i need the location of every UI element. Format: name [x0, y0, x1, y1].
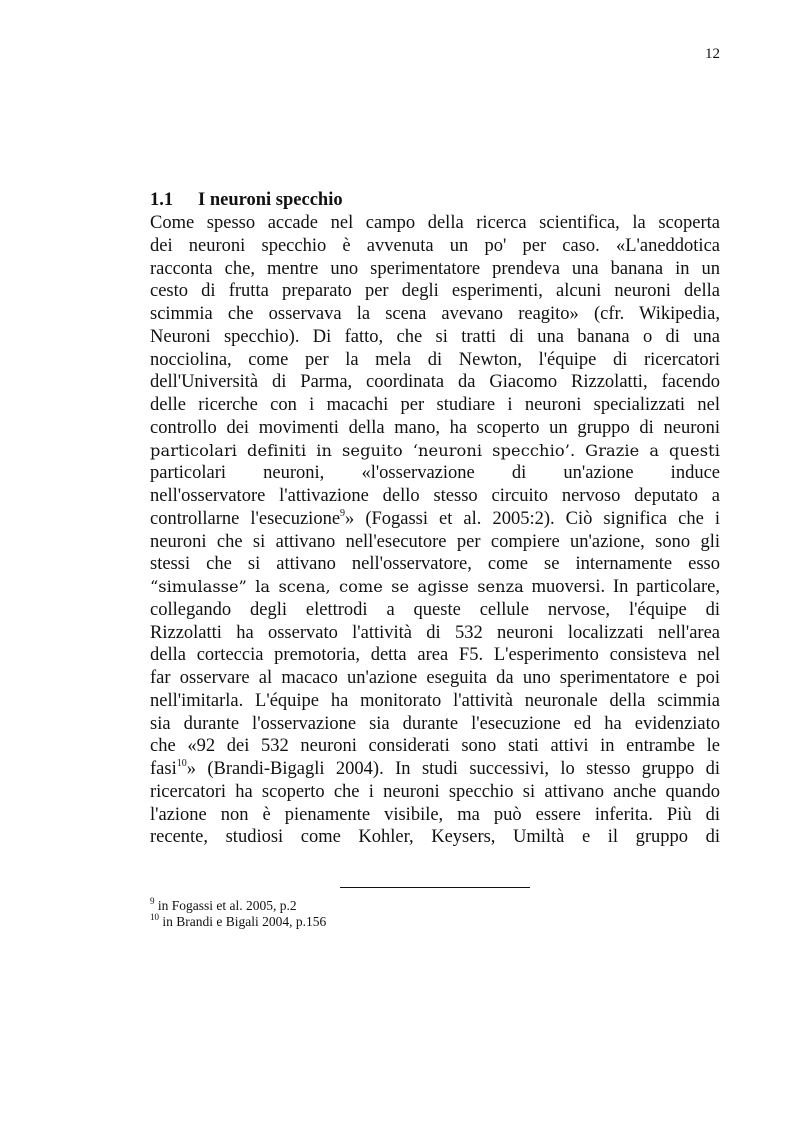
body-text	[150, 212, 720, 849]
line-fragment: » (Brandi-Bigagli 2004). In studi successivi, lo stesso gruppo di	[186, 759, 720, 779]
text-line: particolari neuroni, «l'osservazione di un'azione induce	[150, 463, 720, 484]
text-line: della corteccia premotoria, detta area F5. L'esperimento consisteva nel	[150, 645, 720, 666]
line-fragment: » (Fogassi et al. 2005:2). Ciò significa che i	[345, 508, 720, 529]
text-line: ricercatori ha scoperto che i neuroni specchio si attivano anche quando	[150, 781, 720, 802]
line-fragment: “simulasse” la scena, come se agisse senza	[150, 577, 524, 596]
text-line	[150, 508, 720, 531]
section-title: I neuroni specchio	[198, 190, 343, 210]
text-line: l'azione non è pienamente visibile, ma può essere inferita. Più di	[150, 804, 720, 825]
text-line: dei neuroni specchio è avvenuta un po' per caso. «L'aneddotica	[150, 235, 720, 256]
line-fragment: controllarne l'esecuzione	[150, 508, 341, 529]
footnote-text: in Fogassi et al. 2005, p.2	[154, 898, 297, 913]
text-line: scimmia che osservava la scena avevano reagito» (cfr. Wikipedia,	[150, 304, 720, 324]
text-line: recente, studiosi come Kohler, Keysers, Umiltà e il gruppo di	[150, 827, 720, 848]
text-line: collegando degli elettrodi a queste cellule nervose, l'équipe di	[150, 599, 720, 620]
text-line: sia durante l'osservazione sia durante l'esecuzione ed ha evidenziato	[150, 713, 720, 734]
text-line: nell'osservatore l'attivazione dello stesso circuito nervoso deputato a	[150, 486, 720, 506]
text-line: nell'imitarla. L'équipe ha monitorato l'attività neuronale della scimmia	[150, 690, 720, 711]
footnote-ref-9[interactable]: 9	[340, 507, 346, 519]
text-line: Neuroni specchio). Di fatto, che si tratti di una banana o di una	[150, 326, 720, 347]
page-number: 12	[705, 46, 720, 62]
text-line: neuroni che si attivano nell'esecutore per compiere un'azione, sono gli	[150, 531, 720, 552]
text-line: dell'Università di Parma, coordinata da Giacomo Rizzolatti, facendo	[150, 372, 720, 393]
text-line: Rizzolatti ha osservato l'attività di 532 neuroni localizzati nell'area	[150, 622, 720, 643]
text-line: controllo dei movimenti della mano, ha scoperto un gruppo di neuroni	[150, 417, 720, 438]
text-line: che «92 dei 532 neuroni considerati sono stati attivi in entrambe le	[150, 736, 720, 757]
footnote-9	[150, 895, 326, 914]
footnote-text: in Brandi e Bigali 2004, p.156	[159, 914, 327, 929]
text-line: racconta che, mentre uno sperimentatore prendeva una banana in un	[150, 258, 720, 279]
text-line: far osservare al macaco un'azione eseguita da uno sperimentatore e poi	[150, 668, 720, 688]
line-fragment: muoversi. In particolare,	[523, 577, 720, 597]
footnote-mark: 9	[150, 895, 155, 906]
footnotes	[150, 895, 327, 930]
footnote-divider	[340, 887, 530, 888]
text-line: cesto di frutta preparato per degli esperimenti, alcuni neuroni della	[150, 281, 720, 302]
main-content	[150, 188, 720, 849]
text-line	[150, 758, 720, 781]
footnote-ref-10[interactable]: 10	[176, 758, 187, 769]
text-line: stessi che si attivano nell'osservatore, come se internamente esso	[150, 554, 720, 575]
footnote-10	[150, 911, 327, 930]
text-line: Come spesso accade nel campo della ricerca scientifica, la scoperta	[150, 213, 720, 233]
text-line: delle ricerche con i macachi per studiare i neuroni specializzati nel	[150, 395, 720, 415]
text-line: particolari definiti in seguito ‘neuroni specchio’. Grazie a questi	[150, 440, 720, 460]
text-line: nocciolina, come per la mela di Newton, l'équipe di ricercatori	[150, 349, 720, 370]
text-line	[150, 576, 720, 599]
section-heading	[150, 188, 720, 212]
footnote-mark: 10	[150, 911, 159, 922]
section-number: 1.1	[150, 190, 174, 210]
line-fragment: fasi	[150, 759, 177, 779]
